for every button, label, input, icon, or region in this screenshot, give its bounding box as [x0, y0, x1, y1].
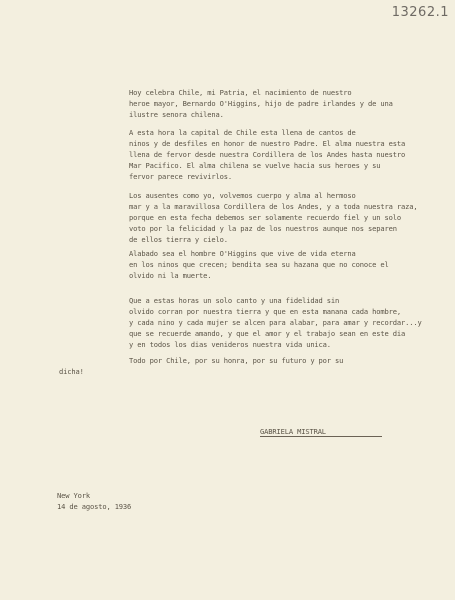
- signature-name: GABRIELA MISTRAL: [260, 427, 326, 436]
- date: 14 de agosto, 1936: [57, 502, 132, 511]
- text-line: Los ausentes como yo, volvemos cuerpo y alma al hermoso: [129, 191, 356, 200]
- text-line: Mar Pacifico. El alma chilena se vuelve hacia sus heroes y su: [129, 161, 381, 170]
- text-line: ilustre senora chilena.: [129, 110, 224, 119]
- paragraph-1: [129, 87, 393, 120]
- paragraph-2: [129, 127, 405, 182]
- text-line: heroe mayor, Bernardo O'Higgins, hijo de padre irlandes y de una: [129, 99, 393, 108]
- signature-underline: [260, 436, 382, 437]
- text-line: Todo por Chile, por su honra, por su futuro y por su: [129, 356, 344, 365]
- paragraph-4: [129, 248, 389, 281]
- text-line: de ellos tierra y cielo.: [129, 235, 228, 244]
- text-line: olvido corran por nuestra tierra y que en esta manana cada hombre,: [129, 307, 401, 316]
- place-date: [57, 490, 131, 512]
- text-line: en los ninos que crecen; bendita sea su hazana que no conoce el: [129, 260, 389, 269]
- text-line: llena de fervor desde nuestra Cordillera de los Andes hasta nuestro: [129, 150, 406, 159]
- text-line: mar y a la maravillosa Cordillera de los Andes, y a toda nuestra raza,: [129, 202, 418, 211]
- text-line: que se recuerde amando, y que el amor y el trabajo sean en este dia: [129, 329, 406, 338]
- text-line: porque en esta fecha debemos ser solamente recuerdo fiel y un solo: [129, 213, 401, 222]
- paragraph-3: [129, 190, 417, 245]
- text-line: ninos y de desfiles en honor de nuestro Padre. El alma nuestra esta: [129, 139, 406, 148]
- text-line: Hoy celebra Chile, mi Patria, el nacimiento de nuestro: [129, 88, 352, 97]
- paragraph-5: [129, 295, 422, 350]
- text-line: Alabado sea el hombre O'Higgins que vive de vida eterna: [129, 249, 356, 258]
- text-line: fervor parece revivirlos.: [129, 172, 233, 181]
- text-line: voto por la felicidad y la paz de los nuestros aunque nos separen: [129, 224, 397, 233]
- archive-number: 13262.1: [391, 5, 449, 20]
- place: New York: [57, 491, 90, 500]
- text-line: Que a estas horas un solo canto y una fidelidad sin: [129, 296, 340, 305]
- text-line: olvido ni la muerte.: [129, 271, 212, 280]
- paragraph-6: [59, 355, 344, 377]
- text-line: dicha!: [59, 367, 84, 376]
- text-line: y cada nino y cada mujer se alcen para alabar, para amar y recordar...y: [129, 318, 422, 327]
- text-line: y en todos los dias venideros nuestra vida unica.: [129, 340, 331, 349]
- text-line: A esta hora la capital de Chile esta llena de cantos de: [129, 128, 356, 137]
